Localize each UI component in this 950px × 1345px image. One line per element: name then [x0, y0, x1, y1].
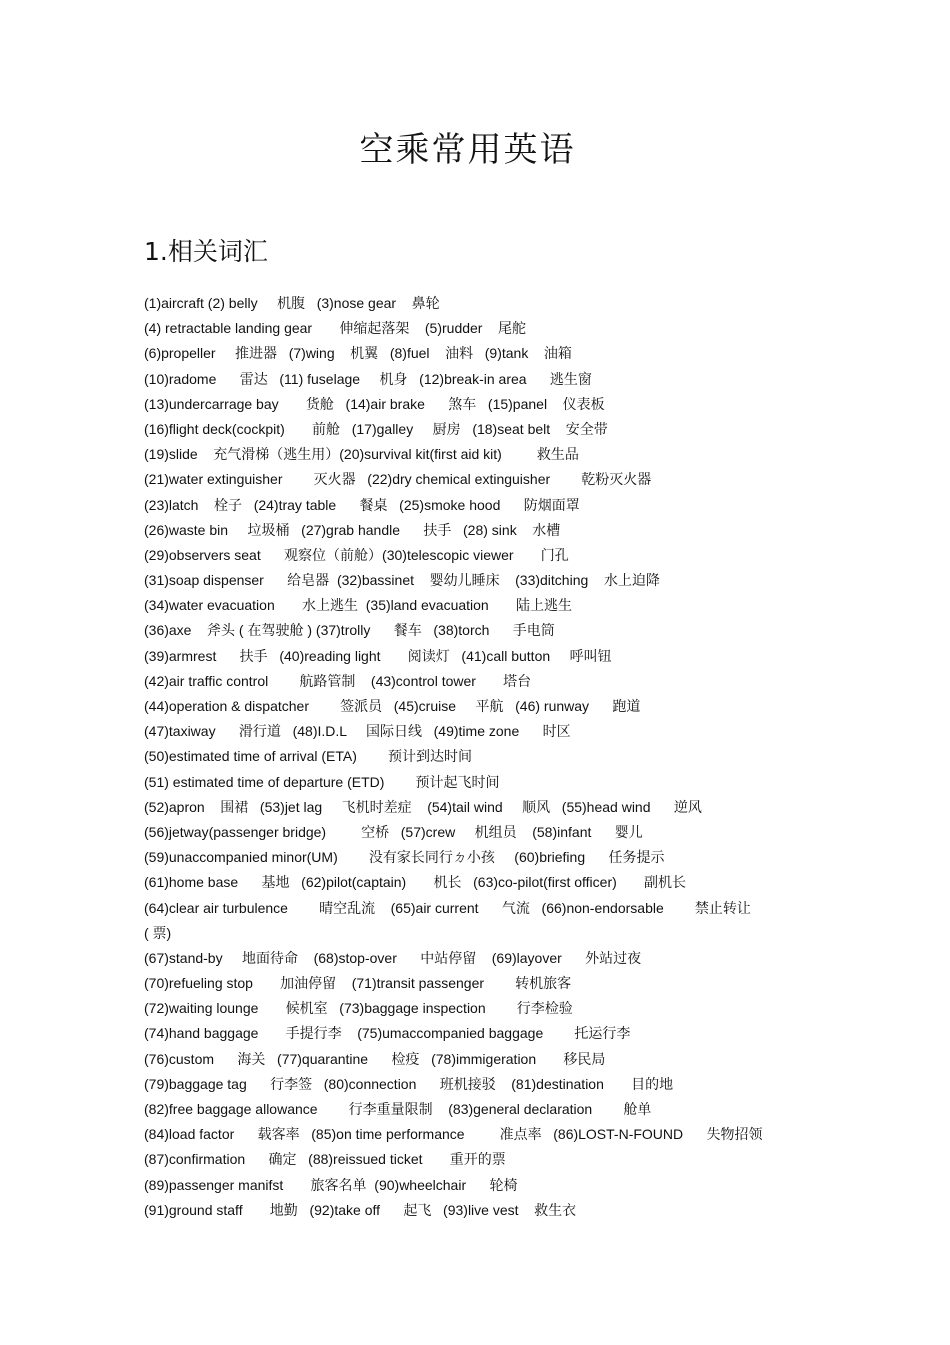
vocab-line: (6)propeller 推进器 (7)wing 机翼 (8)fuel 油料 (9)tank 油箱 — [144, 345, 572, 362]
vocab-line: (42)air traffic control 航路管制 (43)control tower 塔台 — [144, 672, 532, 689]
vocab-line: (10)radome 雷达 (11) fuselage 机身 (12)break-in area 逃生窗 — [144, 370, 592, 387]
section-heading: 1.相关词汇 — [144, 237, 268, 266]
vocab-line: (36)axe 斧头 ( 在驾驶舱 ) (37)trolly 餐车 (38)torch 手电筒 — [144, 622, 555, 639]
vocab-line: (39)armrest 扶手 (40)reading light 阅读灯 (41)call button 呼叫钮 — [144, 647, 612, 664]
vocab-line: (44)operation & dispatcher 签派员 (45)cruise 平航 (46) runway 跑道 — [144, 698, 641, 714]
vocab-line: (84)load factor 载客率 (85)on time performance 准点率 (86)LOST-N-FOUND 失物招领 — [144, 1126, 763, 1143]
document-title: 空乘常用英语 — [359, 130, 576, 170]
vocab-line: (1)aircraft (2) belly 机腹 (3)nose gear 鼻轮 — [144, 295, 440, 311]
vocabulary-list — [144, 291, 804, 1223]
vocab-line: (13)undercarrage bay 货舱 (14)air brake 煞车 (15)panel 仪表板 — [144, 395, 605, 412]
vocab-line: (16)flight deck(cockpit) 前舱 (17)galley 厨房 (18)seat belt 安全带 — [144, 420, 608, 437]
vocab-line: (82)free baggage allowance 行李重量限制 (83)general declaration 舱单 — [144, 1101, 652, 1117]
vocab-line: (74)hand baggage 手提行李 (75)umaccompanied baggage 托运行李 — [144, 1025, 631, 1042]
vocab-line: (76)custom 海关 (77)quarantine 检疫 (78)immigeration 移民局 — [144, 1050, 606, 1067]
vocab-line: (91)ground staff 地勤 (92)take off 起飞 (93)live vest 救生衣 — [144, 1201, 577, 1218]
vocab-line: (87)confirmation 确定 (88)reissued ticket 重开的票 — [144, 1151, 506, 1168]
vocab-line: (23)latch 栓子 (24)tray table 餐桌 (25)smoke hood 防烟面罩 — [144, 496, 580, 513]
vocab-line: (34)water evacuation 水上逃生 (35)land evacuation 陆上逃生 — [144, 597, 572, 614]
vocab-line: (56)jetway(passenger bridge) 空桥 (57)crew 机组员 (58)infant 婴儿 — [144, 823, 643, 840]
vocab-line: (72)waiting lounge 候机室 (73)baggage inspection 行李检验 — [144, 1000, 573, 1017]
vocab-line: (31)soap dispenser 给皂器 (32)bassinet 婴幼儿睡床 (33)ditching 水上迫降 — [144, 572, 660, 589]
vocab-line: (51) estimated time of departure (ETD) 预计起飞时间 — [144, 773, 500, 790]
vocab-line: (26)waste bin 垃圾桶 (27)grab handle 扶手 (28) sink 水槽 — [144, 521, 561, 538]
vocab-line: (4) retractable landing gear 伸缩起落架 (5)rudder 尾舵 — [144, 320, 527, 337]
vocab-line: (47)taxiway 滑行道 (48)I.D.L 国际日线 (49)time zone 时区 — [144, 723, 571, 740]
vocab-line: (61)home base 基地 (62)pilot(captain) 机长 (63)co-pilot(first officer) 副机长 — [144, 874, 687, 891]
vocab-line: (21)water extinguisher 灭火器 (22)dry chemical extinguisher 乾粉灭火器 — [144, 471, 652, 488]
vocab-line: (67)stand-by 地面待命 (68)stop-over 中站停留 (69)layover 外站过夜 — [144, 949, 642, 966]
vocab-line: ( 票) — [144, 924, 172, 941]
vocab-line: (50)estimated time of arrival (ETA) 预计到达时间 — [144, 748, 473, 765]
vocab-line: (29)observers seat 观察位（前舱）(30)telescopic viewer 门孔 — [144, 546, 569, 563]
vocab-line: (19)slide 充气滑梯（逃生用）(20)survival kit(first aid kit) 救生品 — [144, 446, 579, 463]
vocab-line: (70)refueling stop 加油停留 (71)transit passenger 转机旅客 — [144, 975, 572, 992]
vocab-line: (64)clear air turbulence 晴空乱流 (65)air current 气流 (66)non-endorsable 禁止转让 — [144, 899, 751, 916]
vocab-line: (89)passenger manifst 旅客名单 (90)wheelchair 轮椅 — [144, 1176, 518, 1193]
vocab-line: (59)unaccompanied minor(UM) 没有家长同行ㄉ小孩 (60)briefing 任务提示 — [144, 849, 665, 866]
vocab-line: (52)apron 围裙 (53)jet lag 飞机时差症 (54)tail wind 顺风 (55)head wind 逆风 — [144, 798, 702, 815]
vocab-line: (79)baggage tag 行李签 (80)connection 班机接驳 (81)destination 目的地 — [144, 1075, 674, 1092]
